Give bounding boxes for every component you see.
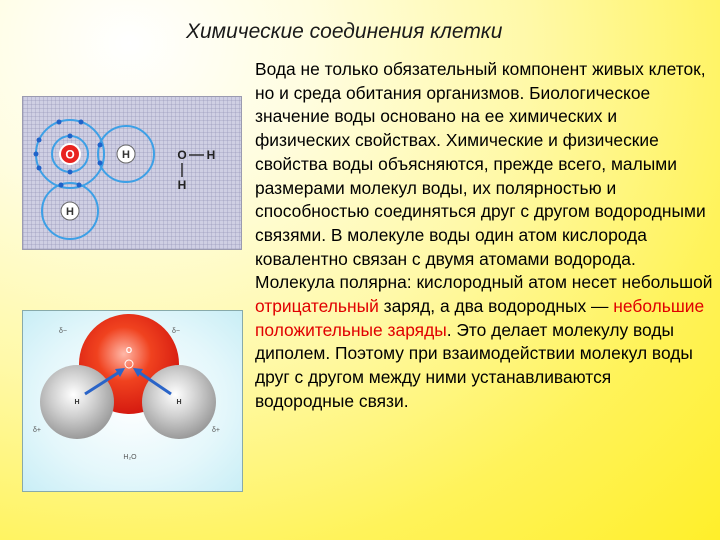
positive-charge-phrase: небольшие положительные заряды (255, 296, 705, 340)
electron (57, 120, 62, 125)
hydrogen-bottom-symbol: H (66, 206, 74, 218)
electron (98, 161, 103, 166)
hydrogen-right-label: H (176, 399, 182, 406)
body-text (255, 58, 713, 414)
formula-hydrogen-bottom: H (177, 178, 187, 192)
paragraph-2-part-2: заряд, а два водородных — (378, 296, 614, 317)
negative-charge-phrase: отрицательный (255, 296, 379, 317)
electron (34, 152, 39, 157)
delta-plus-right: δ+ (212, 427, 220, 434)
electron (59, 183, 64, 188)
electron (68, 170, 73, 175)
water-dipole-diagram (22, 310, 243, 492)
molecule-caption: H₂O (123, 454, 137, 461)
formula-hydrogen-right: H (206, 148, 216, 162)
electron-shell-svg (23, 97, 241, 249)
electron (77, 183, 82, 188)
delta-minus-right: δ− (172, 328, 180, 335)
electron (37, 138, 42, 143)
paragraph-2-part-3: . Это делает молекулу воды диполем. Поэтому при взаимодействии молекул воды друг с другом между ними устанавливаются водородные связи. (255, 319, 693, 411)
paragraph-2-part-1: Молекула полярна: кислородный атом несет небольшой (255, 272, 713, 293)
oxygen-label: O (125, 346, 133, 355)
paragraph-1: Вода не только обязательный компонент живых клеток, но и среда обитания организмов. Биологическое значение воды основано на ее химических и физических свойствах. Химические и физические свойства воды объясняются, прежде всего, малыми размерами молекул воды, их полярностью и способностью соединяться друг с другом водородными связями. В молекуле воды один атом кислорода ковалентно связан с двумя атомами водорода. (255, 59, 706, 269)
electron (37, 166, 42, 171)
water-electron-diagram (22, 96, 242, 250)
delta-minus-left: δ− (59, 328, 67, 335)
hydrogen-left-label: H (74, 399, 80, 406)
delta-plus-left: δ+ (33, 427, 41, 434)
electron (98, 143, 103, 148)
slide-title: Химические соединения клетки (186, 20, 503, 43)
hydrogen-right-symbol: H (122, 149, 130, 161)
electron (68, 134, 73, 139)
paragraph-2 (255, 271, 713, 413)
oxygen-symbol: O (65, 147, 75, 162)
formula-oxygen: O (177, 148, 187, 162)
electron (79, 120, 84, 125)
dipole-svg (23, 311, 242, 491)
